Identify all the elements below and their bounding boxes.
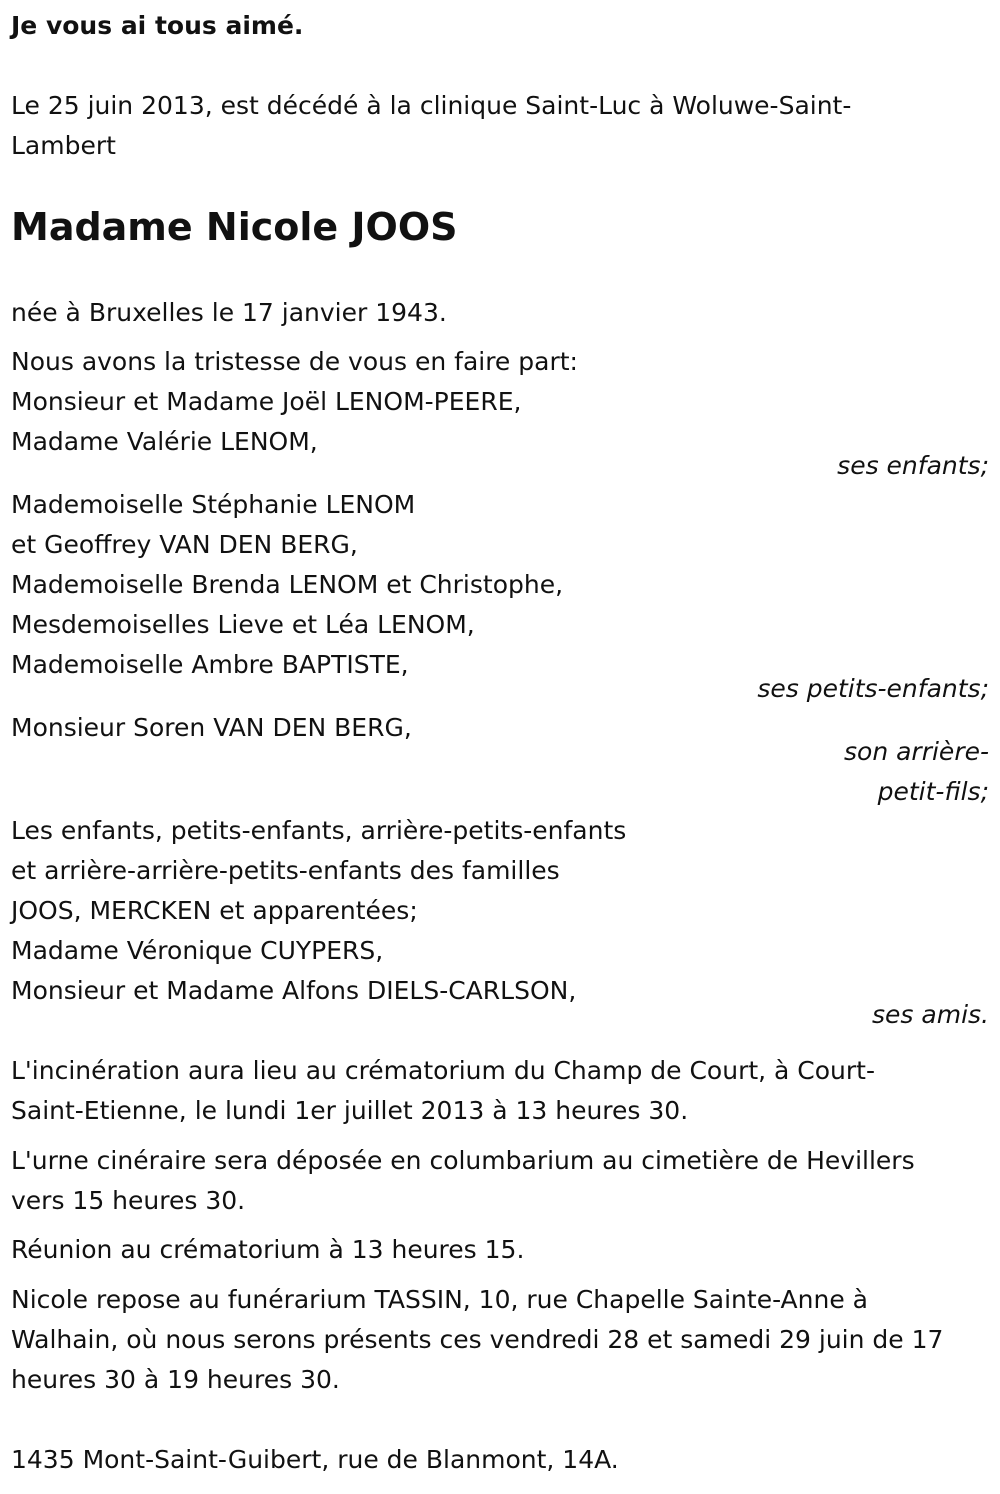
relatives-line: Les enfants, petits-enfants, arrière-petits-enfants [11, 816, 627, 845]
cremation-line: L'incinération aura lieu au crématorium du Champ de Court, à Court- [11, 1056, 876, 1085]
grandchild-line: Mesdemoiselles Lieve et Léa LENOM, [11, 610, 475, 639]
funeral-home-line: heures 30 à 19 heures 30. [11, 1365, 340, 1394]
cremation-info [11, 1051, 991, 1131]
announce-line: Nous avons la tristesse de vous en faire part: [11, 347, 578, 376]
relatives-line: JOOS, MERCKEN et apparentées; [11, 896, 418, 925]
death-announcement-line: Le 25 juin 2013, est décédé à la clinique Saint-Luc à Woluwe-Saint- [11, 91, 852, 120]
children-label: ses enfants; [837, 451, 989, 480]
motto: Je vous ai tous aimé. [11, 11, 304, 40]
relatives-line: et arrière-arrière-petits-enfants des familles [11, 856, 560, 885]
relatives-line: Monsieur et Madame Alfons DIELS-CARLSON, [11, 976, 577, 1005]
death-announcement-line: Lambert [11, 131, 116, 160]
funeral-home-line: Nicole repose au funérarium TASSIN, 10, rue Chapelle Sainte-Anne à [11, 1285, 868, 1314]
grandchild-line: Mademoiselle Ambre BAPTISTE, [11, 650, 409, 679]
birth-info: née à Bruxelles le 17 janvier 1943. [11, 298, 447, 327]
great-grandchild: Monsieur Soren VAN DEN BERG, [11, 713, 412, 742]
grandchild-line: Mademoiselle Stéphanie LENOM [11, 490, 416, 519]
deceased-name: Madame Nicole JOOS [11, 205, 458, 249]
family-address: 1435 Mont-Saint-Guibert, rue de Blanmont, 14A. [11, 1445, 619, 1474]
urn-info [11, 1141, 991, 1221]
grandchild-line: Mademoiselle Brenda LENOM et Christophe, [11, 570, 564, 599]
children-line: Madame Valérie LENOM, [11, 427, 318, 456]
death-announcement [11, 86, 991, 166]
funeral-home-line: Walhain, où nous serons présents ces vendredi 28 et samedi 29 juin de 17 [11, 1325, 944, 1354]
great-grandchild-label-line: son arrière- [844, 737, 989, 766]
great-grandchild-label [844, 732, 989, 812]
grandchild-line: et Geoffrey VAN DEN BERG, [11, 530, 358, 559]
family-announcement [11, 342, 991, 462]
urn-line: vers 15 heures 30. [11, 1186, 246, 1215]
grandchildren-label: ses petits-enfants; [757, 674, 989, 703]
friends-label: ses amis. [872, 1000, 989, 1029]
children-line: Monsieur et Madame Joël LENOM-PEERE, [11, 387, 522, 416]
urn-line: L'urne cinéraire sera déposée en columbarium au cimetière de Hevillers [11, 1146, 915, 1175]
relatives-line: Madame Véronique CUYPERS, [11, 936, 384, 965]
meeting-info: Réunion au crématorium à 13 heures 15. [11, 1235, 525, 1264]
relatives-and-friends [11, 811, 991, 1011]
great-grandchild-label-line: petit-fils; [877, 777, 989, 806]
grandchildren-list [11, 485, 991, 685]
funeral-home-info [11, 1280, 991, 1400]
cremation-line: Saint-Etienne, le lundi 1er juillet 2013 à 13 heures 30. [11, 1096, 689, 1125]
